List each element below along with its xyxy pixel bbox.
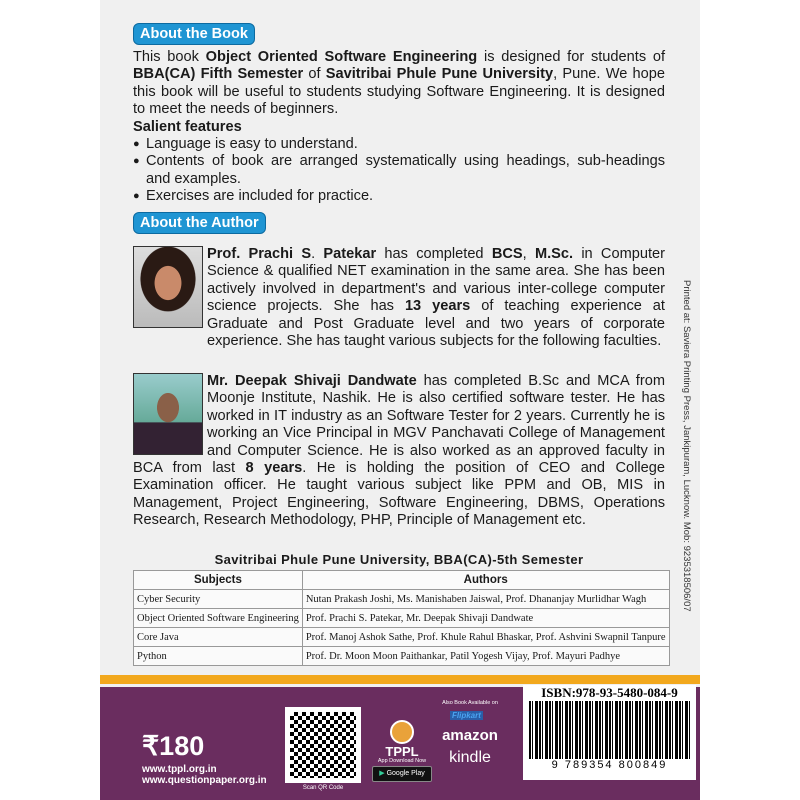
bold-text: 8 years xyxy=(245,460,303,477)
price: ₹180 xyxy=(142,731,205,761)
subject-cell: Core Java xyxy=(134,628,303,647)
footer-band xyxy=(100,687,700,800)
website-link[interactable]: www.tppl.org.in xyxy=(142,764,217,775)
text-segment: has completed xyxy=(376,246,492,262)
feature-item: ● Contents of book are arranged systematically using headings, sub-headings and examples. xyxy=(133,153,665,188)
play-icon: ▶ xyxy=(379,770,385,777)
text-segment: has completed B.Sc and MCA from Moonje Institute, Nashik. He is also certified software tester. He has worked in IT industry as an Software Tester for 2 years. Currently he is working an Vice Principal in MGV Panchavati College of Management and Computer Science. He is also worked as an approved faculty in BCA from last xyxy=(133,373,665,477)
text-segment: This book xyxy=(133,49,206,65)
features-heading: Salient features xyxy=(133,118,242,135)
kindle-logo: kindle xyxy=(449,749,491,766)
text-segment: . xyxy=(311,246,324,262)
text-segment: in Computer Science & qualified NET examination in the same area. She has been actively involved in department's and various inter-college computer science projects. She has xyxy=(207,246,666,315)
about-author-heading: About the Author xyxy=(133,212,266,234)
text-segment: . He is holding the position of CEO and College Examination officer. He taught various subject like PPM and OB, MIS in Management, Project Engineering, Software Engineering, DBMS, Operations Research, Research Methodology, PHP, Principle of Management etc. xyxy=(133,460,666,529)
website-link[interactable]: www.questionpaper.org.in xyxy=(142,775,267,786)
authors-cell: Prof. Prachi S. Patekar, Mr. Deepak Shivaji Dandwate xyxy=(302,609,669,628)
feature-item: ● Exercises are included for practice. xyxy=(133,188,665,205)
series-table xyxy=(133,570,670,666)
flipkart-logo: Flipkart xyxy=(452,711,481,720)
bold-text: BBA(CA) Fifth Semester xyxy=(133,66,304,83)
authors-cell: Prof. Manoj Ashok Sathe, Prof. Khule Rahul Bhaskar, Prof. Ashvini Swapnil Tanpure xyxy=(302,628,669,647)
column-header: Subjects xyxy=(134,571,303,590)
about-book-heading: About the Book xyxy=(133,23,255,45)
table-row xyxy=(134,590,670,609)
app-download-text: App Download Now xyxy=(377,758,427,764)
book-intro xyxy=(133,49,665,119)
author2-bio xyxy=(133,373,665,530)
text-segment: , xyxy=(522,246,535,262)
bold-text: Object Oriented Software Engineering xyxy=(205,49,478,65)
table-row xyxy=(134,628,670,647)
authors-cell: Nutan Prakash Joshi, Ms. Manishaben Jaiswal, Prof. Dhananjay Murlidhar Wagh xyxy=(302,590,669,609)
table-row xyxy=(134,609,670,628)
barcode-digits: 9 789354 800849 xyxy=(551,759,668,771)
text-segment: is designed for students of xyxy=(477,49,666,65)
bold-text: BCS xyxy=(491,246,523,262)
tppl-logo-icon xyxy=(390,720,414,744)
yellow-stripe xyxy=(100,675,700,684)
authors-cell: Prof. Dr. Moon Moon Paithankar, Patil Yogesh Vijay, Prof. Mayuri Padhye xyxy=(302,647,669,666)
qr-caption: Scan QR Code xyxy=(302,785,344,791)
printer-note: Printed at: Saviera Printing Press, Jankipuram, Lucknow. Mob: 9235318506/07 xyxy=(681,280,692,612)
qr-code-icon xyxy=(290,712,356,778)
subject-cell: Cyber Security xyxy=(134,590,303,609)
text-segment: of xyxy=(303,66,326,83)
isbn-text: ISBN:978-93-5480-084-9 xyxy=(541,685,678,700)
table-row xyxy=(134,647,670,666)
about-book-section xyxy=(133,49,665,206)
available-on-text: Also Book Available on xyxy=(442,700,498,706)
subject-cell: Python xyxy=(134,647,303,666)
column-header: Authors xyxy=(302,571,669,590)
barcode-icon xyxy=(529,701,690,759)
google-play-label: Google Play xyxy=(386,770,425,777)
subject-cell: Object Oriented Software Engineering xyxy=(134,609,303,628)
qr-code[interactable] xyxy=(285,707,361,783)
bold-text: Prof. Prachi S xyxy=(207,246,312,262)
text-segment: of teaching experience at Graduate and Post Graduate level and two years of corporate experience. She has taught various subjects for the following faculties. xyxy=(207,298,665,350)
bold-text: 13 years xyxy=(404,298,471,315)
series-table-title: Savitribai Phule Pune University, BBA(CA)-5th Semester xyxy=(214,552,584,567)
google-play-button[interactable] xyxy=(372,766,432,782)
websites xyxy=(142,764,267,786)
text-segment: , Pune. We hope this book will be useful to students studying Software Engineering. It is designed to meet the needs of beginners. xyxy=(133,66,665,118)
isbn-barcode xyxy=(523,685,696,780)
author1-bio xyxy=(133,246,665,350)
bold-text: Patekar xyxy=(323,246,377,262)
publisher-name: TPPL xyxy=(385,744,419,759)
bold-text: Savitribai Phule Pune University xyxy=(325,66,554,83)
feature-item: ● Language is easy to understand. xyxy=(133,136,665,153)
features-list xyxy=(133,136,665,206)
bold-text: Mr. Deepak Shivaji Dandwate xyxy=(207,373,417,389)
bold-text: M.Sc. xyxy=(534,246,574,262)
amazon-logo: amazon xyxy=(442,727,498,744)
